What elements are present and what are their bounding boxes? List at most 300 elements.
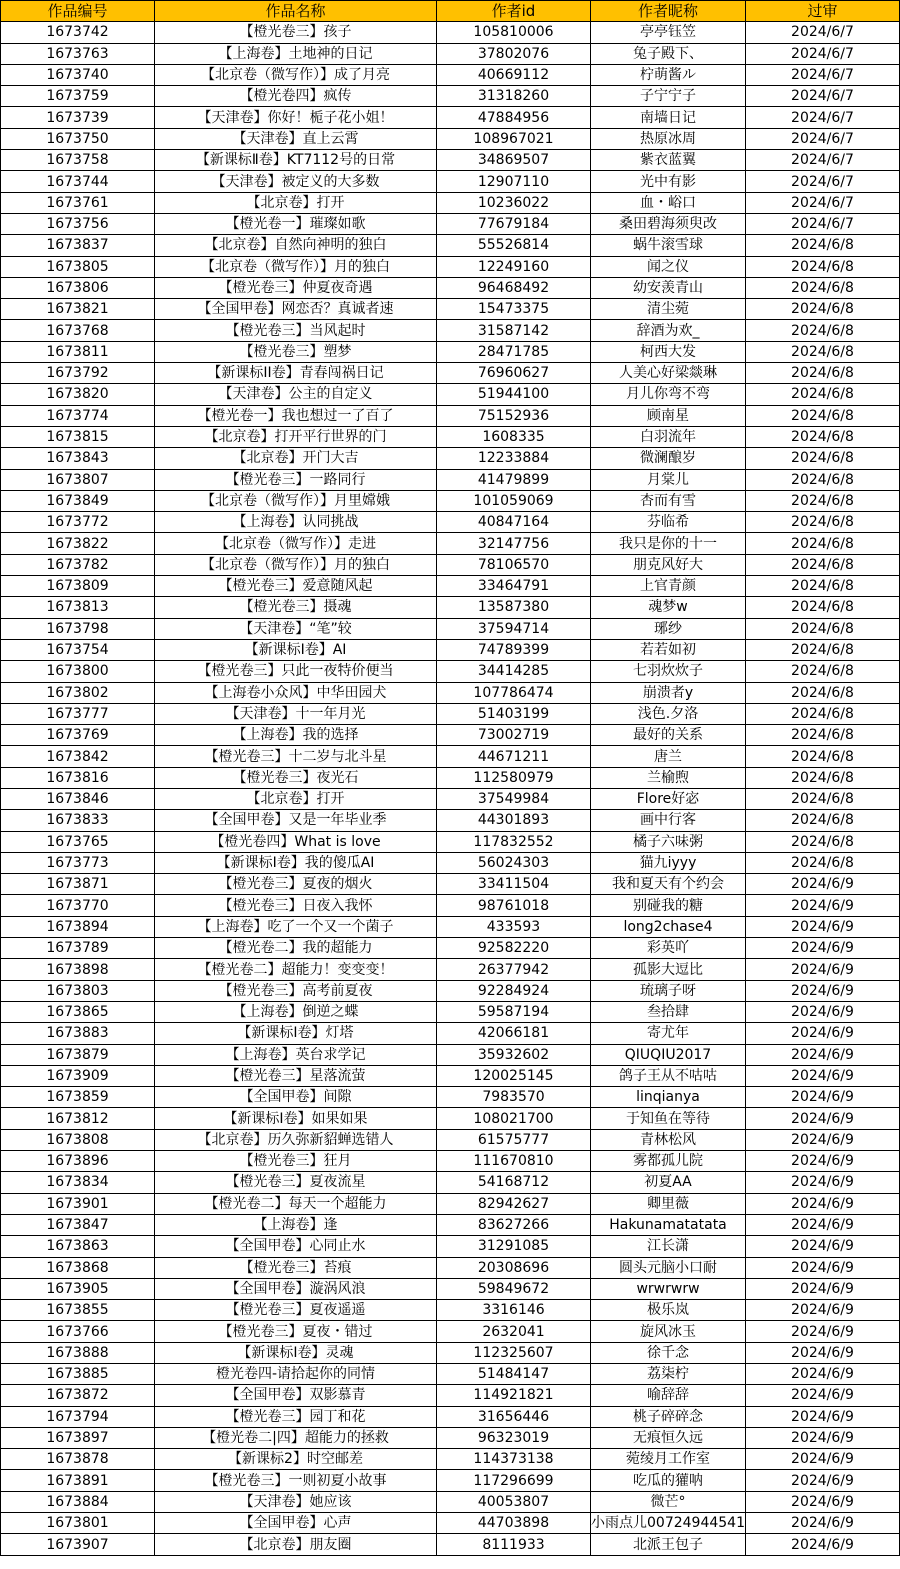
cell-author-nickname[interactable]: 雾都孤儿院	[591, 1151, 746, 1172]
cell-work-id[interactable]: 1673806	[1, 277, 155, 298]
header-author-nickname[interactable]: 作者昵称	[591, 1, 746, 22]
cell-work-id[interactable]: 1673894	[1, 916, 155, 937]
cell-work-id[interactable]: 1673742	[1, 22, 155, 43]
cell-work-title[interactable]: 【橙光卷三】只此一夜特价便当	[155, 661, 437, 682]
cell-approval-date[interactable]: 2024/6/8	[746, 746, 900, 767]
cell-work-title[interactable]: 【橙光卷三】一路同行	[155, 469, 437, 490]
cell-work-id[interactable]: 1673758	[1, 150, 155, 171]
cell-approval-date[interactable]: 2024/6/8	[746, 363, 900, 384]
cell-author-id[interactable]: 51484147	[437, 1364, 591, 1385]
cell-work-title[interactable]: 【天津卷】“笔”较	[155, 618, 437, 639]
cell-work-title[interactable]: 【天津卷】十一年月光	[155, 703, 437, 724]
cell-author-nickname[interactable]: 白羽流年	[591, 426, 746, 447]
cell-work-id[interactable]: 1673846	[1, 788, 155, 809]
cell-author-nickname[interactable]: 月棠儿	[591, 469, 746, 490]
cell-author-id[interactable]: 96323019	[437, 1427, 591, 1448]
cell-author-id[interactable]: 77679184	[437, 213, 591, 234]
cell-work-id[interactable]: 1673813	[1, 597, 155, 618]
cell-approval-date[interactable]: 2024/6/8	[746, 661, 900, 682]
cell-author-nickname[interactable]: 喻辞辞	[591, 1385, 746, 1406]
cell-author-id[interactable]: 83627266	[437, 1214, 591, 1235]
cell-author-id[interactable]: 33411504	[437, 874, 591, 895]
cell-approval-date[interactable]: 2024/6/7	[746, 22, 900, 43]
cell-author-id[interactable]: 51403199	[437, 703, 591, 724]
cell-author-nickname[interactable]: 兔子殿下、	[591, 43, 746, 64]
cell-author-id[interactable]: 42066181	[437, 1023, 591, 1044]
cell-work-title[interactable]: 【北京卷】打开平行世界的门	[155, 426, 437, 447]
cell-work-title[interactable]: 【天津卷】公主的自定义	[155, 384, 437, 405]
cell-author-nickname[interactable]: 最好的关系	[591, 725, 746, 746]
cell-work-title[interactable]: 【上海卷】土地神的日记	[155, 43, 437, 64]
cell-work-id[interactable]: 1673808	[1, 1129, 155, 1150]
cell-author-id[interactable]: 40669112	[437, 64, 591, 85]
cell-work-id[interactable]: 1673907	[1, 1534, 155, 1555]
cell-author-nickname[interactable]: 卿里薇	[591, 1193, 746, 1214]
cell-work-title[interactable]: 【橙光卷一】璀璨如歌	[155, 213, 437, 234]
cell-author-id[interactable]: 73002719	[437, 725, 591, 746]
cell-approval-date[interactable]: 2024/6/9	[746, 916, 900, 937]
cell-author-id[interactable]: 47884956	[437, 107, 591, 128]
cell-approval-date[interactable]: 2024/6/8	[746, 831, 900, 852]
cell-work-title[interactable]: 【全国甲卷】漩涡风浪	[155, 1278, 437, 1299]
cell-work-title[interactable]: 【全国甲卷】心声	[155, 1513, 437, 1534]
cell-approval-date[interactable]: 2024/6/9	[746, 980, 900, 1001]
cell-approval-date[interactable]: 2024/6/8	[746, 852, 900, 873]
cell-author-nickname[interactable]: 若若如初	[591, 639, 746, 660]
cell-author-id[interactable]: 3316146	[437, 1300, 591, 1321]
cell-author-nickname[interactable]: 于知鱼在等待	[591, 1108, 746, 1129]
cell-approval-date[interactable]: 2024/6/7	[746, 107, 900, 128]
cell-author-id[interactable]: 101059069	[437, 490, 591, 511]
cell-author-id[interactable]: 34414285	[437, 661, 591, 682]
cell-author-nickname[interactable]: 鸽子王从不咕咕	[591, 1065, 746, 1086]
cell-work-id[interactable]: 1673770	[1, 895, 155, 916]
cell-work-id[interactable]: 1673878	[1, 1449, 155, 1470]
cell-author-id[interactable]: 32147756	[437, 533, 591, 554]
cell-author-id[interactable]: 75152936	[437, 405, 591, 426]
cell-work-title[interactable]: 【全国甲卷】网恋否？真诚者速	[155, 299, 437, 320]
cell-work-title[interactable]: 【橙光卷三】夜光石	[155, 767, 437, 788]
cell-author-id[interactable]: 1608335	[437, 426, 591, 447]
cell-work-title[interactable]: 【新课标II卷】青春闯祸日记	[155, 363, 437, 384]
cell-work-id[interactable]: 1673807	[1, 469, 155, 490]
cell-approval-date[interactable]: 2024/6/7	[746, 86, 900, 107]
cell-work-id[interactable]: 1673816	[1, 767, 155, 788]
cell-work-title[interactable]: 【北京卷（微写作）】走进	[155, 533, 437, 554]
cell-work-title[interactable]: 【橙光卷三】夏夜流星	[155, 1172, 437, 1193]
header-work-id[interactable]: 作品编号	[1, 1, 155, 22]
cell-work-id[interactable]: 1673898	[1, 959, 155, 980]
cell-author-id[interactable]: 120025145	[437, 1065, 591, 1086]
cell-author-nickname[interactable]: wrwrwrw	[591, 1278, 746, 1299]
cell-work-id[interactable]: 1673763	[1, 43, 155, 64]
cell-approval-date[interactable]: 2024/6/8	[746, 512, 900, 533]
cell-work-title[interactable]: 【北京卷（微写作）】月的独白	[155, 256, 437, 277]
cell-work-id[interactable]: 1673800	[1, 661, 155, 682]
cell-work-title[interactable]: 【上海卷】英台求学记	[155, 1044, 437, 1065]
cell-approval-date[interactable]: 2024/6/9	[746, 1321, 900, 1342]
cell-work-title[interactable]: 【橙光卷三】狂月	[155, 1151, 437, 1172]
cell-author-id[interactable]: 74789399	[437, 639, 591, 660]
cell-work-title[interactable]: 【北京卷】历久弥新貂蝉选错人	[155, 1129, 437, 1150]
cell-author-id[interactable]: 26377942	[437, 959, 591, 980]
cell-author-nickname[interactable]: 微芒°	[591, 1491, 746, 1512]
cell-author-id[interactable]: 92582220	[437, 938, 591, 959]
cell-approval-date[interactable]: 2024/6/8	[746, 576, 900, 597]
cell-author-nickname[interactable]: 琊纱	[591, 618, 746, 639]
cell-work-id[interactable]: 1673897	[1, 1427, 155, 1448]
cell-work-id[interactable]: 1673768	[1, 320, 155, 341]
cell-author-nickname[interactable]: 青林松风	[591, 1129, 746, 1150]
cell-work-title[interactable]: 【橙光卷三】园丁和花	[155, 1406, 437, 1427]
cell-work-id[interactable]: 1673769	[1, 725, 155, 746]
cell-work-id[interactable]: 1673761	[1, 192, 155, 213]
cell-work-title[interactable]: 【新课标Ⅰ卷】我的傻瓜AI	[155, 852, 437, 873]
cell-work-title[interactable]: 【橙光卷三】十二岁与北斗星	[155, 746, 437, 767]
cell-work-title[interactable]: 【北京卷】朋友圈	[155, 1534, 437, 1555]
cell-author-nickname[interactable]: 蜗牛滚雪球	[591, 235, 746, 256]
cell-author-nickname[interactable]: 极乐岚	[591, 1300, 746, 1321]
cell-author-nickname[interactable]: 子宁宁子	[591, 86, 746, 107]
cell-work-id[interactable]: 1673750	[1, 128, 155, 149]
cell-work-title[interactable]: 【新课标Ⅱ卷】KT7112号的日常	[155, 150, 437, 171]
cell-work-id[interactable]: 1673888	[1, 1342, 155, 1363]
cell-work-title[interactable]: 【橙光卷二|四】超能力的拯救	[155, 1427, 437, 1448]
cell-author-nickname[interactable]: 圆头元脑小口耐	[591, 1257, 746, 1278]
cell-author-id[interactable]: 28471785	[437, 341, 591, 362]
cell-work-id[interactable]: 1673837	[1, 235, 155, 256]
cell-approval-date[interactable]: 2024/6/9	[746, 1427, 900, 1448]
cell-author-nickname[interactable]: 徐千念	[591, 1342, 746, 1363]
cell-author-id[interactable]: 31587142	[437, 320, 591, 341]
cell-author-nickname[interactable]: 杏而有雪	[591, 490, 746, 511]
cell-work-title[interactable]: 【北京卷】打开	[155, 192, 437, 213]
cell-approval-date[interactable]: 2024/6/9	[746, 1513, 900, 1534]
cell-approval-date[interactable]: 2024/6/7	[746, 128, 900, 149]
cell-work-id[interactable]: 1673885	[1, 1364, 155, 1385]
cell-work-id[interactable]: 1673774	[1, 405, 155, 426]
cell-author-id[interactable]: 44301893	[437, 810, 591, 831]
cell-author-id[interactable]: 35932602	[437, 1044, 591, 1065]
cell-author-nickname[interactable]: 柯西大发	[591, 341, 746, 362]
cell-author-id[interactable]: 117296699	[437, 1470, 591, 1491]
cell-author-nickname[interactable]: 微澜酿岁	[591, 448, 746, 469]
cell-work-title[interactable]: 【上海卷】我的选择	[155, 725, 437, 746]
cell-work-title[interactable]: 【新课标I卷】AI	[155, 639, 437, 660]
cell-work-title[interactable]: 【北京卷】开门大吉	[155, 448, 437, 469]
cell-approval-date[interactable]: 2024/6/9	[746, 1044, 900, 1065]
cell-author-nickname[interactable]: 清尘菀	[591, 299, 746, 320]
cell-author-id[interactable]: 76960627	[437, 363, 591, 384]
cell-work-title[interactable]: 【橙光卷三】孩子	[155, 22, 437, 43]
cell-author-id[interactable]: 37802076	[437, 43, 591, 64]
cell-author-id[interactable]: 7983570	[437, 1087, 591, 1108]
cell-work-title[interactable]: 【新课标Ⅰ卷】灵魂	[155, 1342, 437, 1363]
cell-work-title[interactable]: 【上海卷】逢	[155, 1214, 437, 1235]
cell-approval-date[interactable]: 2024/6/8	[746, 725, 900, 746]
cell-author-id[interactable]: 20308696	[437, 1257, 591, 1278]
cell-work-id[interactable]: 1673740	[1, 64, 155, 85]
cell-work-title[interactable]: 【上海卷小众风】中华田园犬	[155, 682, 437, 703]
cell-author-nickname[interactable]: 寄尤年	[591, 1023, 746, 1044]
cell-author-id[interactable]: 8111933	[437, 1534, 591, 1555]
cell-author-id[interactable]: 108967021	[437, 128, 591, 149]
cell-work-id[interactable]: 1673859	[1, 1087, 155, 1108]
cell-author-nickname[interactable]: QIUQIU2017	[591, 1044, 746, 1065]
cell-author-nickname[interactable]: 闻之仪	[591, 256, 746, 277]
cell-work-id[interactable]: 1673834	[1, 1172, 155, 1193]
cell-author-id[interactable]: 114921821	[437, 1385, 591, 1406]
cell-author-nickname[interactable]: 桃子碎碎念	[591, 1406, 746, 1427]
cell-approval-date[interactable]: 2024/6/8	[746, 426, 900, 447]
cell-approval-date[interactable]: 2024/6/8	[746, 490, 900, 511]
cell-author-nickname[interactable]: linqianya	[591, 1087, 746, 1108]
cell-author-id[interactable]: 44671211	[437, 746, 591, 767]
cell-author-nickname[interactable]: 柠萌酱ル	[591, 64, 746, 85]
cell-author-id[interactable]: 117832552	[437, 831, 591, 852]
cell-approval-date[interactable]: 2024/6/9	[746, 1214, 900, 1235]
cell-work-title[interactable]: 【橙光卷三】一则初夏小故事	[155, 1470, 437, 1491]
cell-author-nickname[interactable]: 浅色.夕洛	[591, 703, 746, 724]
cell-approval-date[interactable]: 2024/6/9	[746, 1023, 900, 1044]
cell-approval-date[interactable]: 2024/6/9	[746, 1065, 900, 1086]
cell-approval-date[interactable]: 2024/6/8	[746, 469, 900, 490]
cell-author-id[interactable]: 15473375	[437, 299, 591, 320]
cell-author-id[interactable]: 31656446	[437, 1406, 591, 1427]
cell-work-id[interactable]: 1673849	[1, 490, 155, 511]
cell-work-title[interactable]: 【橙光卷三】仲夏夜奇遇	[155, 277, 437, 298]
cell-work-title[interactable]: 【北京卷（微写作）】成了月亮	[155, 64, 437, 85]
cell-work-id[interactable]: 1673782	[1, 554, 155, 575]
cell-author-id[interactable]: 41479899	[437, 469, 591, 490]
cell-work-id[interactable]: 1673871	[1, 874, 155, 895]
cell-work-id[interactable]: 1673805	[1, 256, 155, 277]
cell-work-id[interactable]: 1673821	[1, 299, 155, 320]
cell-approval-date[interactable]: 2024/6/8	[746, 405, 900, 426]
cell-approval-date[interactable]: 2024/6/8	[746, 767, 900, 788]
cell-approval-date[interactable]: 2024/6/9	[746, 874, 900, 895]
cell-approval-date[interactable]: 2024/6/8	[746, 235, 900, 256]
cell-approval-date[interactable]: 2024/6/9	[746, 1151, 900, 1172]
cell-work-title[interactable]: 【橙光卷二】每天一个超能力	[155, 1193, 437, 1214]
cell-author-nickname[interactable]: 七羽炊炊子	[591, 661, 746, 682]
cell-work-id[interactable]: 1673766	[1, 1321, 155, 1342]
cell-approval-date[interactable]: 2024/6/9	[746, 1172, 900, 1193]
cell-work-title[interactable]: 【北京卷】自然向神明的独白	[155, 235, 437, 256]
cell-author-id[interactable]: 112325607	[437, 1342, 591, 1363]
cell-approval-date[interactable]: 2024/6/9	[746, 1129, 900, 1150]
cell-author-id[interactable]: 61575777	[437, 1129, 591, 1150]
cell-approval-date[interactable]: 2024/6/9	[746, 1342, 900, 1363]
cell-approval-date[interactable]: 2024/6/7	[746, 213, 900, 234]
cell-approval-date[interactable]: 2024/6/9	[746, 1364, 900, 1385]
cell-author-nickname[interactable]: 橘子六味粥	[591, 831, 746, 852]
cell-work-id[interactable]: 1673901	[1, 1193, 155, 1214]
cell-approval-date[interactable]: 2024/6/9	[746, 959, 900, 980]
cell-work-id[interactable]: 1673792	[1, 363, 155, 384]
cell-work-title[interactable]: 橙光卷四-请拾起你的同情	[155, 1364, 437, 1385]
cell-author-nickname[interactable]: 血・峪口	[591, 192, 746, 213]
cell-approval-date[interactable]: 2024/6/9	[746, 1087, 900, 1108]
cell-author-nickname[interactable]: 彩英吖	[591, 938, 746, 959]
cell-work-title[interactable]: 【北京卷（微写作）】月里嫦娥	[155, 490, 437, 511]
cell-work-id[interactable]: 1673812	[1, 1108, 155, 1129]
cell-approval-date[interactable]: 2024/6/8	[746, 639, 900, 660]
cell-work-title[interactable]: 【新课标2】时空邮差	[155, 1449, 437, 1470]
cell-work-id[interactable]: 1673765	[1, 831, 155, 852]
cell-work-id[interactable]: 1673896	[1, 1151, 155, 1172]
cell-author-id[interactable]: 10236022	[437, 192, 591, 213]
cell-work-id[interactable]: 1673789	[1, 938, 155, 959]
cell-author-id[interactable]: 107786474	[437, 682, 591, 703]
cell-approval-date[interactable]: 2024/6/9	[746, 1257, 900, 1278]
cell-author-nickname[interactable]: 紫衣蓝翼	[591, 150, 746, 171]
cell-approval-date[interactable]: 2024/6/9	[746, 1193, 900, 1214]
cell-approval-date[interactable]: 2024/6/9	[746, 1300, 900, 1321]
cell-work-id[interactable]: 1673798	[1, 618, 155, 639]
cell-author-nickname[interactable]: 人美心好梁燚琳	[591, 363, 746, 384]
cell-author-id[interactable]: 2632041	[437, 1321, 591, 1342]
cell-work-id[interactable]: 1673909	[1, 1065, 155, 1086]
cell-approval-date[interactable]: 2024/6/9	[746, 1001, 900, 1022]
cell-approval-date[interactable]: 2024/6/8	[746, 277, 900, 298]
cell-work-title[interactable]: 【橙光卷三】苔痕	[155, 1257, 437, 1278]
cell-approval-date[interactable]: 2024/6/8	[746, 256, 900, 277]
cell-work-id[interactable]: 1673754	[1, 639, 155, 660]
cell-author-id[interactable]: 59849672	[437, 1278, 591, 1299]
cell-work-title[interactable]: 【橙光卷三】摄魂	[155, 597, 437, 618]
cell-approval-date[interactable]: 2024/6/8	[746, 320, 900, 341]
cell-work-title[interactable]: 【橙光卷三】日夜入我怀	[155, 895, 437, 916]
cell-author-id[interactable]: 433593	[437, 916, 591, 937]
cell-author-id[interactable]: 13587380	[437, 597, 591, 618]
cell-author-id[interactable]: 40847164	[437, 512, 591, 533]
cell-work-title[interactable]: 【上海卷】吃了一个又一个菌子	[155, 916, 437, 937]
cell-author-nickname[interactable]: 琉璃子呀	[591, 980, 746, 1001]
cell-approval-date[interactable]: 2024/6/9	[746, 1449, 900, 1470]
cell-author-id[interactable]: 96468492	[437, 277, 591, 298]
cell-work-id[interactable]: 1673883	[1, 1023, 155, 1044]
cell-author-id[interactable]: 31291085	[437, 1236, 591, 1257]
cell-approval-date[interactable]: 2024/6/9	[746, 938, 900, 959]
cell-author-nickname[interactable]: 江长潇	[591, 1236, 746, 1257]
cell-work-id[interactable]: 1673739	[1, 107, 155, 128]
cell-author-id[interactable]: 78106570	[437, 554, 591, 575]
cell-author-id[interactable]: 40053807	[437, 1491, 591, 1512]
cell-approval-date[interactable]: 2024/6/8	[746, 299, 900, 320]
cell-author-id[interactable]: 114373138	[437, 1449, 591, 1470]
cell-work-id[interactable]: 1673855	[1, 1300, 155, 1321]
cell-author-id[interactable]: 55526814	[437, 235, 591, 256]
cell-work-title[interactable]: 【橙光卷三】夏夜・错过	[155, 1321, 437, 1342]
cell-work-title[interactable]: 【橙光卷三】夏夜遥遥	[155, 1300, 437, 1321]
cell-author-nickname[interactable]: 热原冰周	[591, 128, 746, 149]
cell-work-title[interactable]: 【全国甲卷】双影慕青	[155, 1385, 437, 1406]
cell-author-nickname[interactable]: 孤影大逗比	[591, 959, 746, 980]
cell-author-id[interactable]: 98761018	[437, 895, 591, 916]
cell-work-id[interactable]: 1673759	[1, 86, 155, 107]
cell-work-id[interactable]: 1673847	[1, 1214, 155, 1235]
cell-work-id[interactable]: 1673879	[1, 1044, 155, 1065]
cell-work-title[interactable]: 【全国甲卷】心同止水	[155, 1236, 437, 1257]
cell-work-id[interactable]: 1673801	[1, 1513, 155, 1534]
cell-work-id[interactable]: 1673863	[1, 1236, 155, 1257]
cell-author-nickname[interactable]: 别碰我的糖	[591, 895, 746, 916]
cell-author-id[interactable]: 34869507	[437, 150, 591, 171]
cell-author-nickname[interactable]: 菀绫月工作室	[591, 1449, 746, 1470]
cell-approval-date[interactable]: 2024/6/9	[746, 1278, 900, 1299]
cell-author-id[interactable]: 105810006	[437, 22, 591, 43]
cell-work-id[interactable]: 1673809	[1, 576, 155, 597]
cell-work-title[interactable]: 【橙光卷四】What is love	[155, 831, 437, 852]
cell-work-title[interactable]: 【橙光卷二】我的超能力	[155, 938, 437, 959]
cell-work-title[interactable]: 【橙光卷四】疯传	[155, 86, 437, 107]
cell-approval-date[interactable]: 2024/6/8	[746, 554, 900, 575]
cell-work-title[interactable]: 【上海卷】倒逆之蝶	[155, 1001, 437, 1022]
cell-author-nickname[interactable]: 我和夏天有个约会	[591, 874, 746, 895]
cell-work-title[interactable]: 【橙光卷三】塑梦	[155, 341, 437, 362]
cell-author-nickname[interactable]: 朋克风好大	[591, 554, 746, 575]
cell-author-nickname[interactable]: 唐兰	[591, 746, 746, 767]
cell-author-nickname[interactable]: 光中有影	[591, 171, 746, 192]
cell-author-id[interactable]: 12907110	[437, 171, 591, 192]
cell-work-title[interactable]: 【天津卷】被定义的大多数	[155, 171, 437, 192]
cell-work-id[interactable]: 1673756	[1, 213, 155, 234]
cell-approval-date[interactable]: 2024/6/9	[746, 1534, 900, 1555]
cell-author-id[interactable]: 37549984	[437, 788, 591, 809]
cell-work-title[interactable]: 【上海卷】认同挑战	[155, 512, 437, 533]
cell-author-nickname[interactable]: 猫九iyyy	[591, 852, 746, 873]
cell-work-id[interactable]: 1673811	[1, 341, 155, 362]
cell-work-title[interactable]: 【北京卷（微写作）】月的独白	[155, 554, 437, 575]
cell-author-nickname[interactable]: 小雨点儿00724944541	[591, 1513, 746, 1534]
cell-author-id[interactable]: 108021700	[437, 1108, 591, 1129]
cell-work-id[interactable]: 1673773	[1, 852, 155, 873]
cell-author-id[interactable]: 31318260	[437, 86, 591, 107]
cell-author-nickname[interactable]: 吃瓜的獾呐	[591, 1470, 746, 1491]
cell-author-nickname[interactable]: 顾南星	[591, 405, 746, 426]
cell-work-title[interactable]: 【橙光卷三】爱意随风起	[155, 576, 437, 597]
header-approval-date[interactable]: 过审	[746, 1, 900, 22]
cell-author-id[interactable]: 59587194	[437, 1001, 591, 1022]
cell-approval-date[interactable]: 2024/6/7	[746, 192, 900, 213]
cell-work-title[interactable]: 【橙光卷三】当风起时	[155, 320, 437, 341]
cell-work-id[interactable]: 1673777	[1, 703, 155, 724]
cell-author-nickname[interactable]: 南墙日记	[591, 107, 746, 128]
cell-work-id[interactable]: 1673820	[1, 384, 155, 405]
cell-approval-date[interactable]: 2024/6/7	[746, 43, 900, 64]
cell-author-id[interactable]: 82942627	[437, 1193, 591, 1214]
cell-approval-date[interactable]: 2024/6/8	[746, 384, 900, 405]
cell-author-id[interactable]: 56024303	[437, 852, 591, 873]
cell-approval-date[interactable]: 2024/6/9	[746, 1470, 900, 1491]
cell-work-title[interactable]: 【橙光卷二】超能力！变变变！	[155, 959, 437, 980]
header-author-id[interactable]: 作者id	[437, 1, 591, 22]
cell-approval-date[interactable]: 2024/6/9	[746, 895, 900, 916]
cell-work-id[interactable]: 1673872	[1, 1385, 155, 1406]
cell-author-nickname[interactable]: long2chase4	[591, 916, 746, 937]
cell-work-id[interactable]: 1673905	[1, 1278, 155, 1299]
cell-author-id[interactable]: 54168712	[437, 1172, 591, 1193]
cell-author-nickname[interactable]: 月儿你弯不弯	[591, 384, 746, 405]
cell-approval-date[interactable]: 2024/6/8	[746, 810, 900, 831]
cell-work-id[interactable]: 1673803	[1, 980, 155, 1001]
cell-approval-date[interactable]: 2024/6/8	[746, 341, 900, 362]
cell-author-nickname[interactable]: 画中行客	[591, 810, 746, 831]
cell-author-nickname[interactable]: 崩溃者y	[591, 682, 746, 703]
cell-author-nickname[interactable]: 上官青颜	[591, 576, 746, 597]
cell-author-nickname[interactable]: 幼安羡青山	[591, 277, 746, 298]
